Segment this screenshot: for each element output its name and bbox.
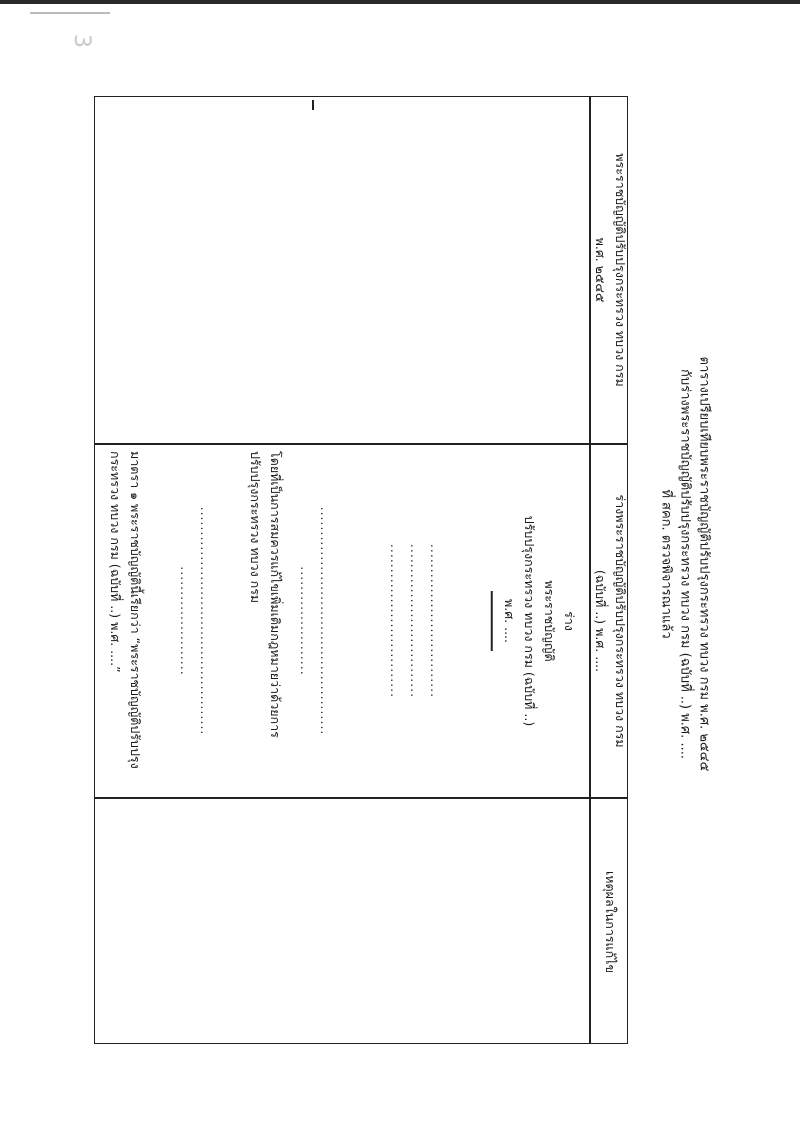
- col1-header-line2: พ.ศ. ๒๕๔๕: [593, 237, 608, 303]
- draft-act-name: ปรับปรุงกระทรวง ทบวง กรม (ฉบับที่ ..): [521, 515, 537, 727]
- dots-line-4: ..............................................: [318, 506, 334, 736]
- dots-line-2: ...............................: [408, 543, 424, 699]
- draft-body: [95, 445, 589, 797]
- col1-header: [591, 97, 629, 443]
- col3-header: [591, 799, 629, 1045]
- col2-header-line1: ร่างพระราชบัญญัติปรับปรุงกระทรวง ทบวง กรม: [613, 494, 628, 748]
- col1-header-line1: พระราชบัญญัติปรับปรุงกระทรวง ทบวง กรม: [613, 153, 628, 387]
- col2-header: [591, 445, 629, 797]
- preamble-line-1: โดยที่เป็นการสมควรแก้ไขเพิ่มเติมกฎหมายว่าด้วยการ: [268, 451, 284, 738]
- scan-mark: [30, 12, 110, 14]
- section1-line-2: กระทรวง ทบวง กรม (ฉบับที่ ..) พ.ศ. ....”: [108, 451, 124, 673]
- col3-header-text: เหตุผลในการแก้ไข: [603, 870, 618, 974]
- dots-line-3: ...............................: [388, 543, 404, 699]
- dots-line-5: ......................: [298, 566, 314, 676]
- comparison-table: [94, 96, 628, 1044]
- dots-line-1: ...............................: [428, 543, 444, 699]
- title-rule: [491, 591, 493, 651]
- dots-line-6: ..............................................: [198, 506, 214, 736]
- col2-header-line2: (ฉบับที่ ..) พ.ศ. ....: [593, 569, 608, 673]
- column-divider-2: [95, 797, 627, 799]
- caption-line-1: ตารางเปรียบเทียบพระราชบัญญัติปรับปรุงกระทรวง ทบวง กรม พ.ศ. ๒๕๔๕: [696, 356, 712, 771]
- preamble-line-2: ปรับปรุงกระทรวง ทบวง กรม: [248, 451, 264, 604]
- caption-line-2: กับร่างพระราชบัญญัติปรับปรุงกระทรวง ทบวง กรม (ฉบับที่ ..) พ.ศ. ....: [677, 368, 693, 759]
- dots-line-7: ......................: [178, 566, 194, 676]
- caption-line-3: ที่ สคก. ตรวจพิจารณาแล้ว: [658, 488, 674, 639]
- handwritten-page-number: 3: [69, 34, 94, 48]
- draft-title-word: ร่าง: [561, 611, 577, 631]
- section1-line-1: มาตรา ๑ พระราชบัญญัตินี้เรียกว่า “พระราชบัญญัติปรับปรุง: [128, 451, 144, 769]
- draft-year: พ.ศ. ....: [501, 599, 517, 643]
- scan-tick-mark: [312, 100, 314, 110]
- document-caption: [640, 0, 730, 1127]
- draft-act-word: พระราชบัญญัติ: [541, 580, 557, 662]
